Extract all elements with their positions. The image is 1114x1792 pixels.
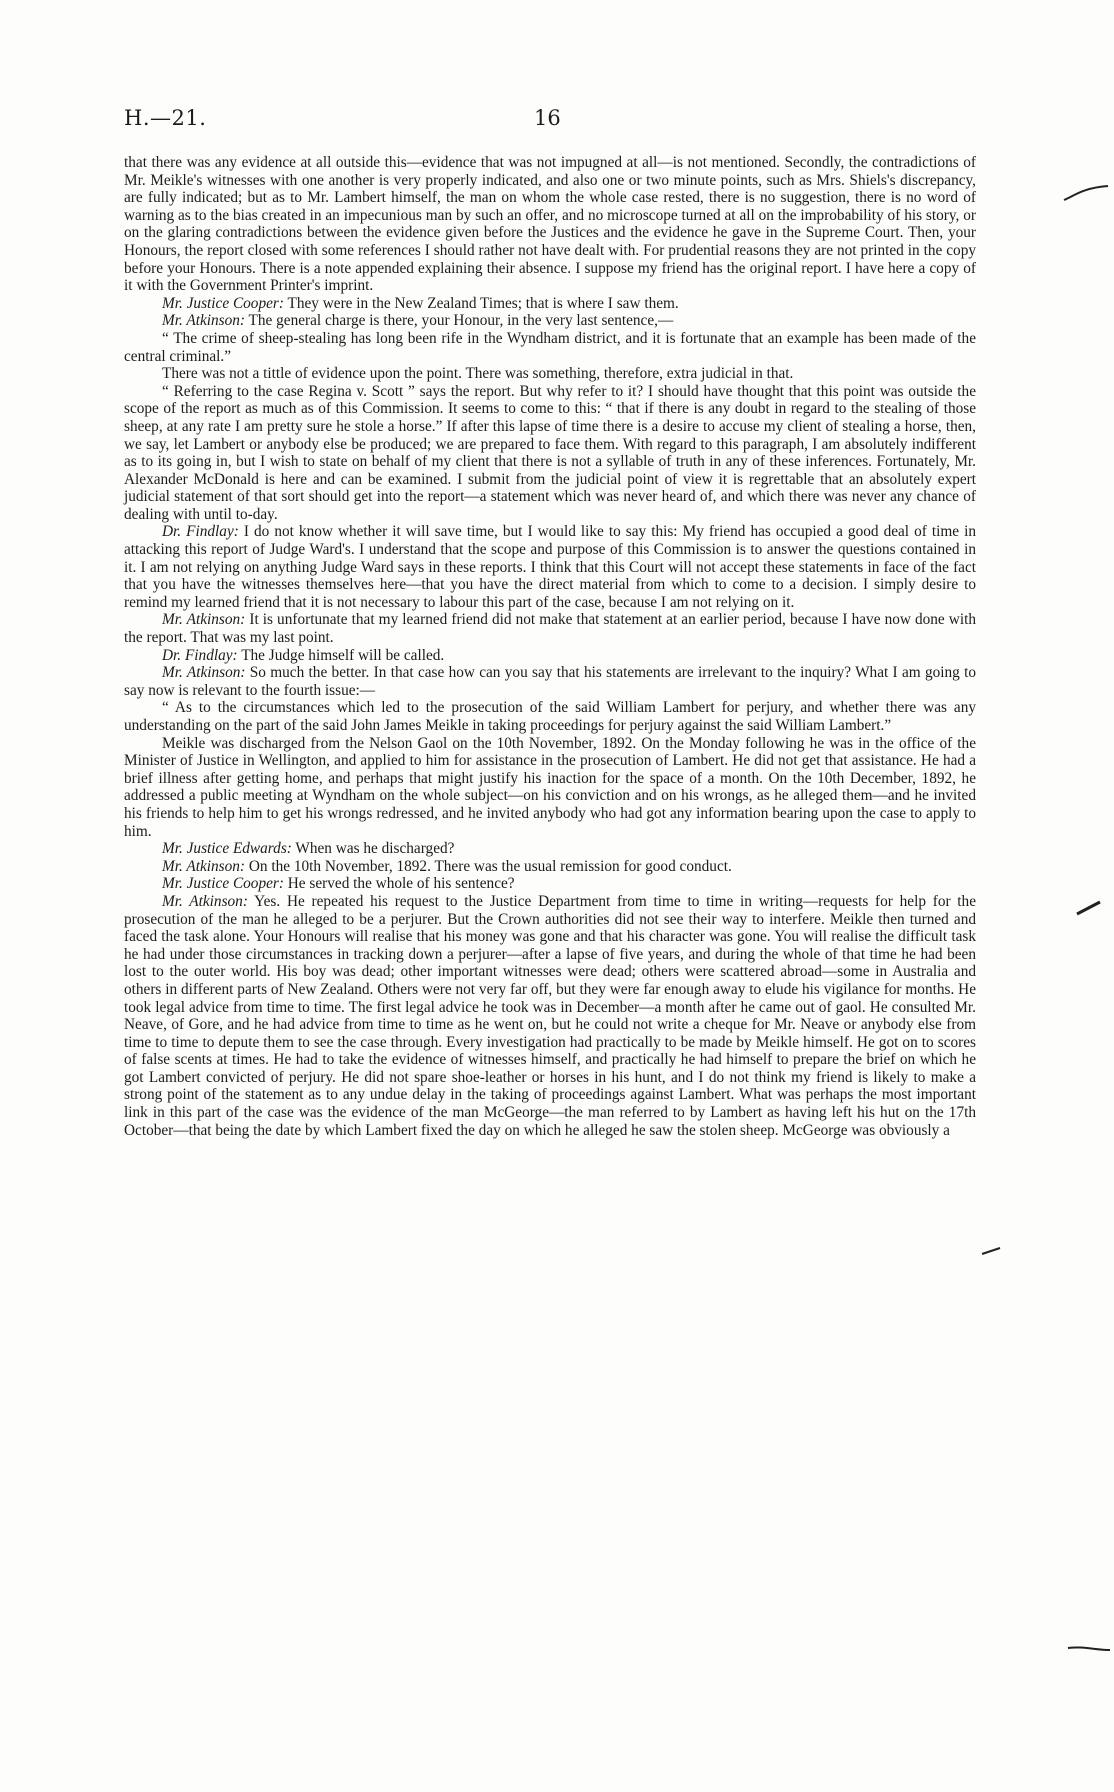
quoted-paragraph	[124, 330, 976, 365]
paragraph	[124, 312, 976, 330]
margin-pen-mark	[1074, 896, 1104, 918]
paragraph-text: It is unfortunate that my learned friend did not make that statement at an earlier period, because I have now done with the report. That was my last point.	[124, 611, 977, 647]
paragraph-text: He served the whole of his sentence?	[283, 875, 515, 893]
paragraph	[124, 383, 976, 524]
paragraph	[124, 154, 976, 295]
quoted-paragraph	[124, 699, 976, 734]
speaker-name: Dr. Findlay:	[162, 523, 239, 541]
paragraph	[124, 735, 976, 841]
speaker-name: Mr. Justice Cooper:	[162, 875, 284, 893]
paragraph	[124, 893, 976, 1139]
speaker-name: Mr. Atkinson:	[162, 857, 245, 875]
document-reference: H.—21.	[124, 106, 207, 130]
speaker-name: Mr. Atkinson:	[162, 892, 248, 910]
paragraph	[124, 611, 976, 646]
paragraph	[124, 840, 976, 858]
paragraph-text: The general charge is there, your Honour, in the very last sentence,—	[245, 312, 674, 330]
paragraph-text: I do not know whether it will save time, but I would like to say this: My friend has occupied a good deal of time in attacking this report of Judge Ward's. I understand that the scope and purpose of this Commission is to answer the questions contained in it. I am not relying on anything Judge Ward says in these reports. I think that this Court will not accept these statements in face of the fact that you have the witnesses themselves here—that you have the direct material from which to come to a decision. I simply desire to remind my learned friend that it is not necessary to labour this part of the case, because I am not relying on it.	[124, 523, 976, 611]
paragraph-text: that there was any evidence at all outside this—evidence that was not impugned at all—is not mentioned. Secondly, the contradictions of Mr. Meikle's witnesses with one another is very properly indicated, and also one or two minute points, such as Mrs. Shiels's discrepancy, are fully indicated; but as to Mr. Lambert himself, the man on whom the whole case rested, there is no suggestion, there is no word of warning as to the bias created in an impecunious man by such an offer, and no microscope turned at all on the improbability of his story, or on the glaring contradictions between the evidence given before the Justices and the evidence he gave in the Supreme Court. Then, your Honours, the report closed with some references I should rather not have dealt with. For prudential reasons they are not printed in the copy before your Honours. There is a note appended explaining their absence. I suppose my friend has the original report. I have here a copy of it with the Government Printer's imprint.	[124, 154, 976, 295]
paragraph-text: “ Referring to the case Regina v. Scott ” says the report. But why refer to it? I should have thought that this point was outside the scope of the report as much as of this Commission. It seems to come to this: “ that if there is any doubt in regard to the stealing of those sheep, at any rate I am pretty sure he stole a horse.” If after this lapse of time there is a desire to accuse my client of stealing a horse, then, we say, let Lambert or anybody else be produced; we are prepared to face them. With regard to this paragraph, I am absolutely indifferent as to its going in, but I wish to state on behalf of my client that there is not a syllable of truth in any of these inferences. Fortunately, Mr. Alexander McDonald is here and can be examined. I submit from the judicial point of view it is regrettable that an absolutely expert judicial statement of that sort should get into the report—a statement which was never heard of, and which there was never any chance of dealing with until to-day.	[124, 382, 976, 523]
paragraph-text: “ As to the circumstances which led to the prosecution of the said William Lambert for perjury, and whether there was any understanding on the part of the said John James Meikle in taking proceedings for perjury against the said William Lambert.”	[124, 699, 976, 734]
paragraph	[124, 523, 976, 611]
paragraph	[124, 664, 976, 699]
paragraph-text: “ The crime of sheep-stealing has long been rife in the Wyndham district, and it is fortunate that an example has been made of the central criminal.”	[124, 329, 976, 365]
page-number: 16	[534, 106, 561, 130]
speaker-name: Mr. Atkinson:	[162, 611, 246, 629]
paragraph-text: Meikle was discharged from the Nelson Gaol on the 10th November, 1892. On the Monday following he was in the office of the Minister of Justice in Wellington, and applied to him for assistance in the prosecution of Lambert. He did not get that assistance. He had a brief illness after getting home, and perhaps that might justify his inaction for the space of a month. On the 10th December, 1892, he addressed a public meeting at Wyndham on the whole subject—on his conviction and on his wrongs, as he alleged them—and he invited his friends to help him to get his wrongs redressed, and he invited anybody who had got any information bearing upon the case to apply to him.	[124, 734, 976, 840]
paragraph-text: On the 10th November, 1892. There was the usual remission for good conduct.	[245, 857, 732, 875]
paragraph-text: So much the better. In that case how can you say that his statements are irrelevant to the inquiry? What I am going to say now is relevant to the fourth issue:—	[124, 664, 976, 699]
body-text	[124, 154, 976, 1139]
speaker-name: Mr. Atkinson:	[162, 312, 245, 330]
paragraph-text: The Judge himself will be called.	[237, 646, 445, 664]
paragraph-text: There was not a tittle of evidence upon the point. There was something, therefore, extra judicial in that.	[162, 365, 794, 383]
speaker-name: Dr. Findlay:	[162, 646, 238, 664]
margin-pen-mark	[1062, 182, 1110, 204]
speaker-name: Mr. Justice Cooper:	[162, 294, 284, 312]
paragraph-text: Yes. He repeated his request to the Justice Department from time to time in writing—requests for help for the prosecution of the man he alleged to be a perjurer. But the Crown authorities did not see their way to interfere. Meikle then turned and faced the task alone. Your Honours will realise that his money was gone and that his character was gone. You will realise the difficult task he had under those circumstances in tracking down a perjurer—after a lapse of five years, and during the whole of that time he had been lost to the outer world. His boy was dead; other important witnesses were dead; others were scattered abroad—some in Australia and others in different parts of New Zealand. Others were not very far off, but they were far enough away to elude his vigilance for months. He took legal advice from time to time. The first legal advice he took was in December—a month after he came out of gaol. He consulted Mr. Neave, of Gore, and he had advice from time to time as he went on, but he could not write a cheque for Mr. Neave or anybody else from time to time to depute them to see the case through. Every investigation had practically to be made by Meikle himself. He got on to scores of false scents at times. He had to take the evidence of witnesses himself, and practically he had himself to prepare the brief on which he got Lambert convicted of perjury. He did not spare shoe-leather or horses in his hunt, and I do not think my friend is likely to make a strong point of the statement as to any undue delay in the taking of proceedings against Lambert. What was perhaps the most important link in this part of the case was the evidence of the man McGeorge—the man referred to by Lambert as having left his hut on the 17th October—that being the date by which Lambert fixed the day on which he alleged he saw the stolen sheep. McGeorge was obviously a	[124, 892, 976, 1139]
paragraph-text: When was he discharged?	[291, 840, 455, 858]
paragraph	[124, 647, 976, 665]
speaker-name: Mr. Atkinson:	[162, 664, 246, 682]
paragraph	[124, 295, 976, 313]
margin-pen-mark	[980, 1238, 1002, 1260]
paragraph-text: They were in the New Zealand Times; that is where I saw them.	[283, 294, 679, 312]
paragraph	[124, 875, 976, 893]
paragraph	[124, 365, 976, 383]
paragraph	[124, 858, 976, 876]
page-header	[124, 106, 976, 136]
margin-pen-mark	[1066, 1638, 1112, 1660]
speaker-name: Mr. Justice Edwards:	[162, 840, 292, 858]
